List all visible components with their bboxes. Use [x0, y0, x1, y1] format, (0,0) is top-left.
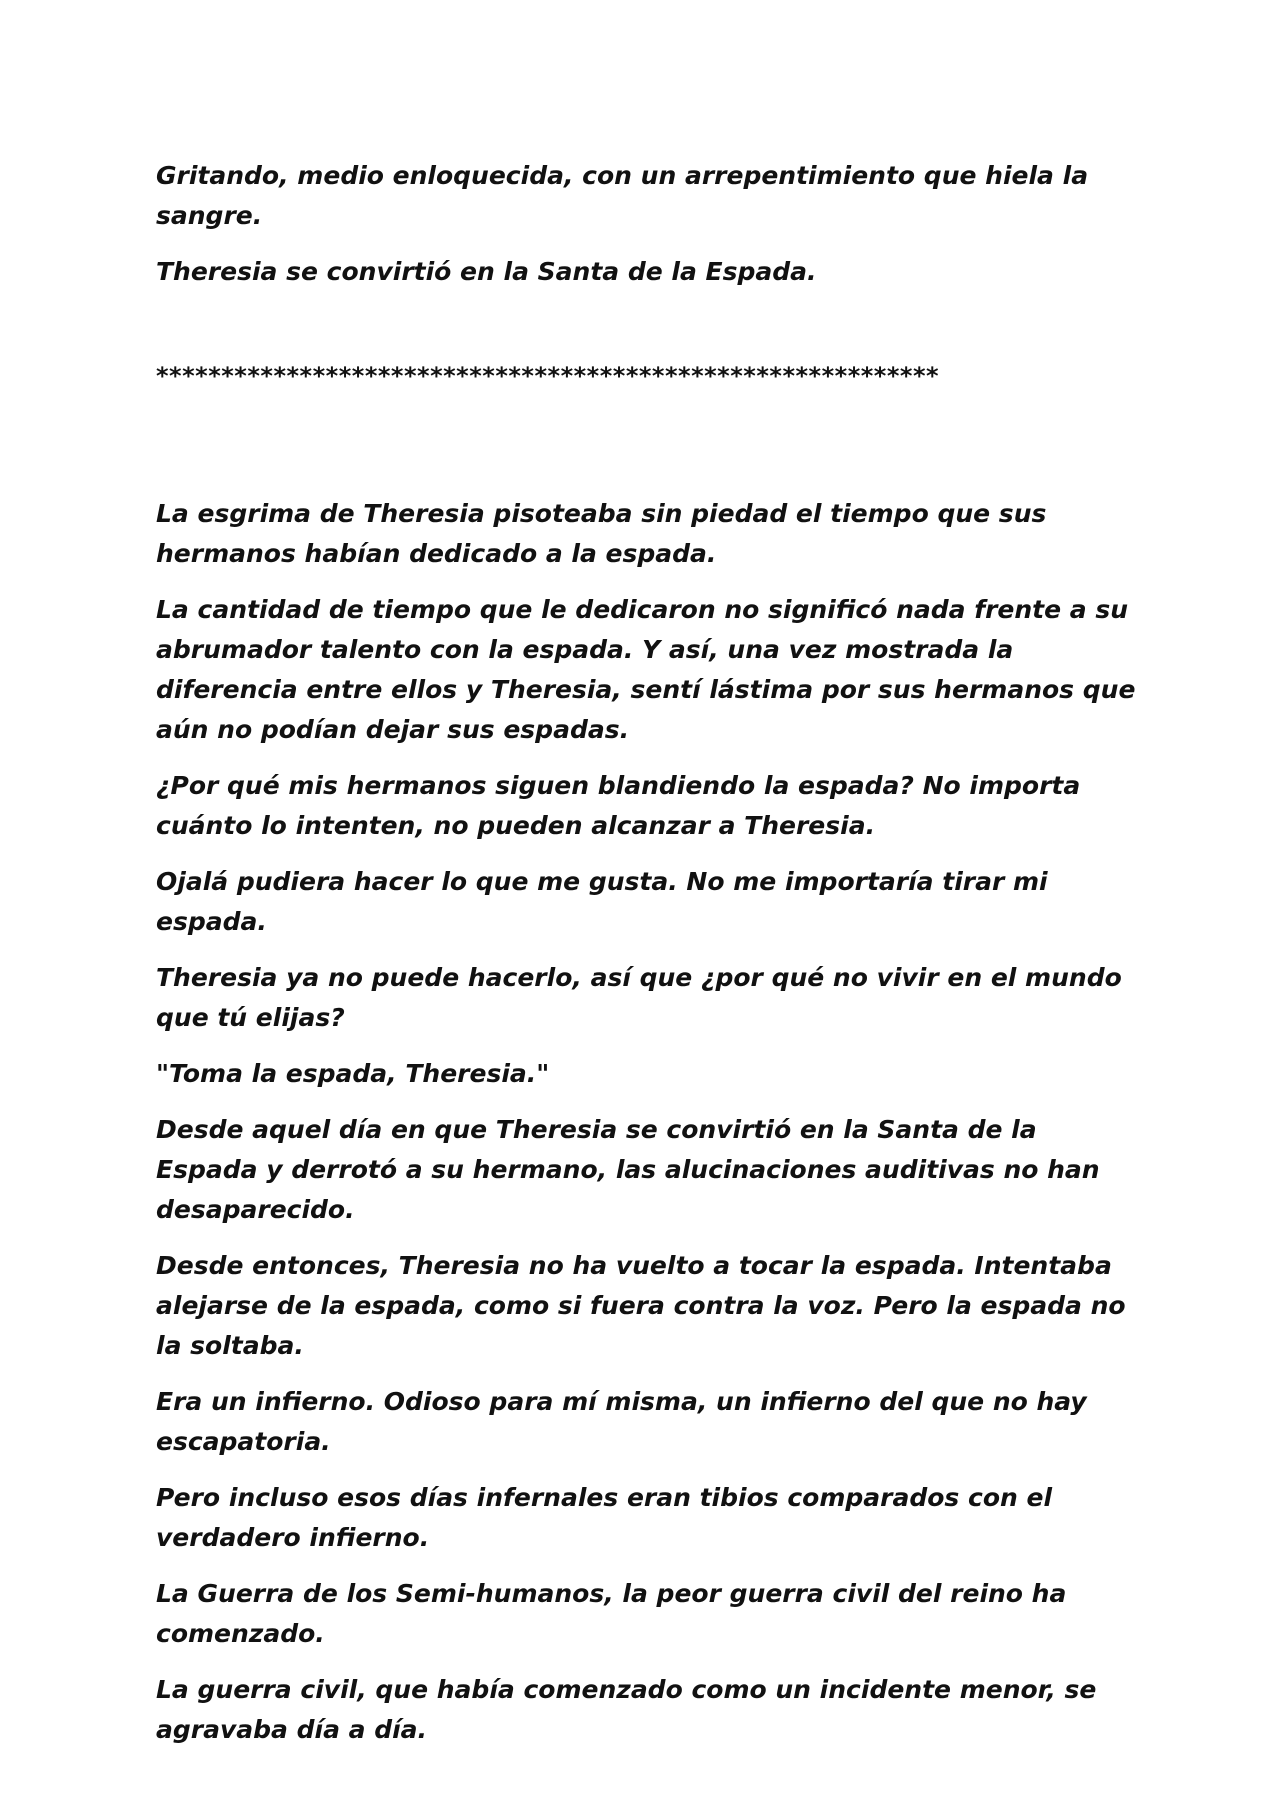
paragraph: La cantidad de tiempo que le dedicaron no significó nada frente a su abrumador talento con la espada. Y así, una vez mostrada la diferencia entre ellos y Theresia, sentí lástima por sus hermanos que aún no podían dejar sus espadas.: [156, 595, 1136, 744]
paragraph: La Guerra de los Semi-humanos, la peor guerra civil del reino ha comenzado.: [156, 1579, 1067, 1648]
paragraph: La guerra civil, que había comenzado como un incidente menor, se agravaba día a día.: [156, 1675, 1097, 1744]
paragraph: "Toma la espada, Theresia.": [156, 1059, 550, 1088]
intro-line: Gritando, medio enloquecida, con un arrepentimiento que hiela la sangre.: [156, 161, 1089, 230]
paragraph: Pero incluso esos días infernales eran tibios comparados con el verdadero infierno.: [156, 1483, 1053, 1552]
paragraph: Desde aquel día en que Theresia se convirtió en la Santa de la Espada y derrotó a su hermano, las alucinaciones auditivas no han desaparecido.: [156, 1115, 1100, 1224]
section-separator: ************************************************************: [156, 362, 940, 390]
paragraph: Theresia ya no puede hacerlo, así que ¿por qué no vivir en el mundo que tú elijas?: [156, 963, 1122, 1032]
paragraph: Era un infierno. Odioso para mí misma, un infierno del que no hay escapatoria.: [156, 1387, 1087, 1456]
intro-line: Theresia se convirtió en la Santa de la Espada.: [156, 257, 817, 286]
paragraph: Desde entonces, Theresia no ha vuelto a tocar la espada. Intentaba alejarse de la espada, como si fuera contra la voz. Pero la espada no la soltaba.: [156, 1251, 1126, 1360]
document-body: [156, 156, 1136, 1766]
paragraph: ¿Por qué mis hermanos siguen blandiendo la espada? No importa cuánto lo intenten, no pueden alcanzar a Theresia.: [156, 771, 1081, 840]
paragraph: Ojalá pudiera hacer lo que me gusta. No me importaría tirar mi espada.: [156, 867, 1048, 936]
paragraph: La esgrima de Theresia pisoteaba sin piedad el tiempo que sus hermanos habían dedicado a la espada.: [156, 499, 1047, 568]
